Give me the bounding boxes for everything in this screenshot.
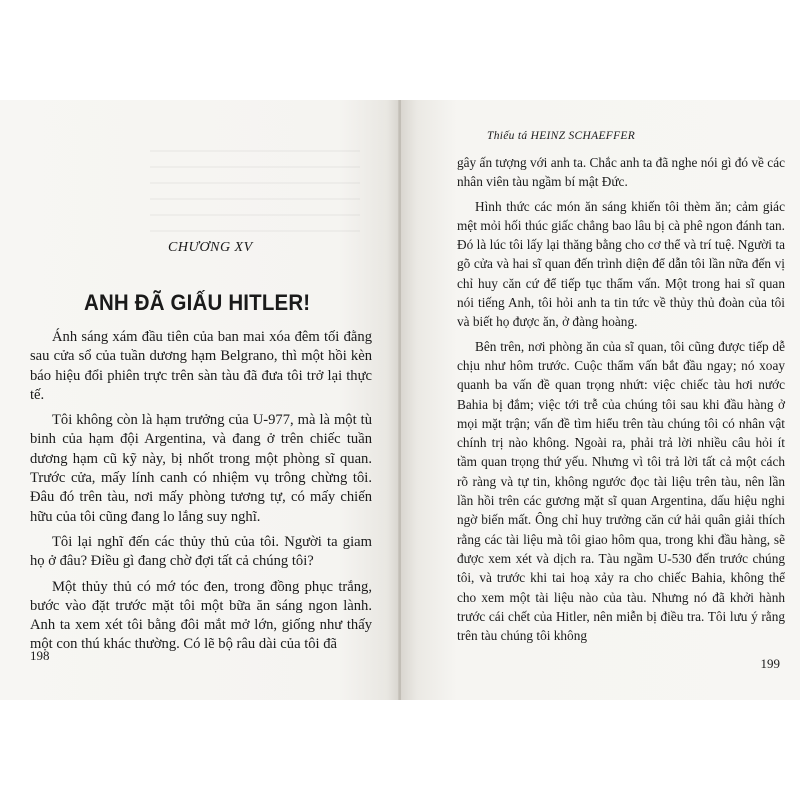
page-number: 198 [30,648,50,663]
bleed-through-shadow [150,150,360,240]
left-page-body [30,328,372,661]
paragraph: Tôi lại nghĩ đến các thủy thủ của tôi. Người ta giam họ ở đâu? Điều gì đang chờ đợi tất cả chúng tôi? [30,533,372,570]
right-page [401,100,800,700]
paragraph: gây ấn tượng với anh ta. Chắc anh ta đã nghe nói gì đó về các nhân viên tàu ngầm bí mật Đức. [457,155,785,190]
page-number: 199 [760,656,780,671]
paragraph: Bên trên, nơi phòng ăn của sĩ quan, tôi cũng được tiếp dễ chịu như hôm trước. Cuộc thẩm vấn bắt đầu ngay; nó xoay quanh ba vấn đề quan trọng nhứt: việc chiếc tàu hơi nước Bahia bị đắm; việc tới trễ của chúng tôi sau khi đầu hàng ở mọi mặt trận; vấn đề tìm hiểu trên tàu chúng tôi có nhân vật chính trị nào không. Ngoài ra, phải trả lời nhiều câu hỏi ít tầm quan trọng thứ yếu. Nhưng vì tôi trả lời tất cả một cách rõ ràng và tự tin, không ngước đọc tài liệu trên tàu, nên lần lần hồi trên các gương mặt sĩ quan Argentina, dấu hiệu nghi ngờ biến mất. Ông chỉ huy trưởng căn cứ hải quân giải thích rằng các tài liệu mà tôi giao hôm qua, trong khi đầu hàng, sẽ được xem xét và dịch ra. Tàu ngầm U-530 đến trước chúng tôi, và trước khi tai hoạ xảy ra cho chiếc Bahia, không thể cho xem một tài liệu nào của tàu. Nhưng nó đã khởi hành trước cái chết của Hitler, nên miễn bị điều tra. Tôi lưu ý rằng trên tàu chúng tôi không [457,338,785,644]
left-page [0,100,399,700]
right-page-body [457,153,785,650]
running-head: Thiếu tá HEINZ SCHAEFFER [487,130,636,142]
chapter-title: ANH ĐÃ GIẤU HITLER! [84,290,311,315]
chapter-label: CHƯƠNG XV [168,240,253,255]
paragraph: Hình thức các món ăn sáng khiến tôi thèm ăn; cảm giác mệt mỏi hối thúc giấc chẳng bao lâu bị cà phê ngon đánh tan. Đó là lúc tôi lấy lại thăng bằng cho cơ thể và trí tuệ. Người ta gõ cửa và hai sĩ quan đến trình diện để dẫn tôi lần nữa đến vị chỉ huy căn cứ để tiếp tục thẩm vấn. Một trong hai sĩ quan nói tiếng Anh, tôi hỏi anh ta tin tức về thủy thủ đoàn của tôi và biết họ được ăn, ở đàng hoàng. [457,198,785,330]
paragraph: Một thủy thủ có mớ tóc đen, trong đồng phục trắng, bước vào đặt trước mặt tôi một bữa ăn sáng ngon lành. Anh ta xem xét tôi bằng đôi mắt mở lớn, giống như thấy một con thú khác thường. Có lẽ bộ râu dài của tôi đã [30,578,372,653]
paragraph: Tôi không còn là hạm trưởng của U-977, mà là một tù binh của hạm đội Argentina, và đang ở trên chiếc tuần dương hạm cũ kỹ này, bị nhốt trong một phòng sĩ quan. Trước cửa, mấy lính canh có nhiệm vụ trông chừng tôi. Đâu đó trên tàu, nơi mấy phòng tương tự, có mấy chiến hữu của tôi cũng đang lo lắng suy nghĩ. [30,412,372,525]
paragraph: Ánh sáng xám đầu tiên của ban mai xóa đêm tối đằng sau cửa sổ của tuần dương hạm Belgrano, thì một hồi kèn báo hiệu đổi phiên trực trên sàn tàu đã đưa tôi trở lại thực tế. [30,329,372,403]
